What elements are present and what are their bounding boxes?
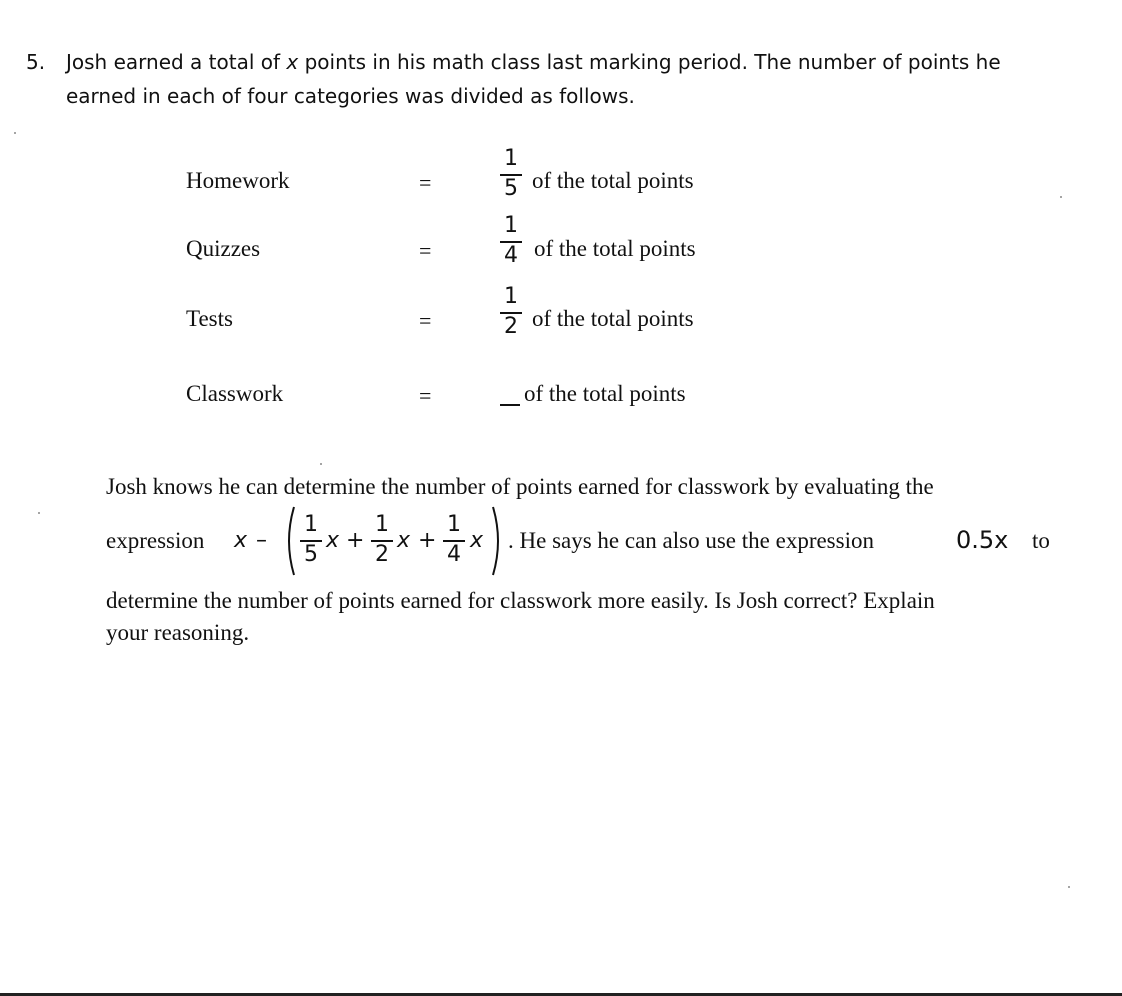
equals-sign: =: [419, 308, 432, 333]
classwork-blank: [500, 404, 520, 406]
fraction-homework: [500, 148, 522, 202]
fraction-denominator: 2: [504, 314, 518, 339]
category-text-tests: of the total points: [532, 306, 694, 331]
scan-speck: [1060, 196, 1062, 198]
right-parenthesis: [491, 505, 505, 577]
question-intro-line-2: earned in each of four categories was divided as follows.: [66, 84, 635, 108]
paragraph-line-2-end: to: [1032, 528, 1050, 553]
category-label-quizzes: Quizzes: [186, 236, 261, 261]
paragraph-expression-label: expression: [106, 528, 205, 553]
question-intro-line-1: [66, 50, 1001, 74]
equals-sign: =: [419, 170, 432, 195]
question-number: 5.: [26, 50, 46, 74]
scan-speck: [1068, 886, 1070, 888]
expression-fraction-3: [443, 514, 465, 568]
fraction-numerator: 1: [504, 146, 518, 171]
fraction-denominator: 4: [447, 542, 461, 567]
scan-speck: [14, 132, 16, 134]
paragraph-line-4: your reasoning.: [106, 620, 250, 645]
alternate-expression: 0.5x: [956, 526, 1009, 554]
fraction-numerator: 1: [304, 512, 318, 537]
expression-plus: +: [418, 528, 437, 553]
intro-variable: x: [286, 50, 299, 74]
scan-speck: [320, 463, 322, 465]
category-label-homework: Homework: [186, 168, 290, 193]
expression-term-var: x: [470, 528, 484, 553]
expression-fraction-1: [300, 514, 322, 568]
expression-fraction-2: [371, 514, 393, 568]
category-text-quizzes: of the total points: [534, 236, 696, 261]
fraction-denominator: 2: [375, 542, 389, 567]
equals-sign: =: [419, 238, 432, 263]
equals-sign: =: [419, 383, 432, 408]
category-label-tests: Tests: [186, 306, 233, 331]
expression-term-var: x: [326, 528, 340, 553]
paragraph-line-3: determine the number of points earned for classwork more easily. Is Josh correct? Explain: [106, 588, 935, 613]
fraction-numerator: 1: [375, 512, 389, 537]
fraction-denominator: 5: [304, 542, 318, 567]
fraction-quizzes: [500, 215, 522, 269]
expression-term-var: x: [397, 528, 411, 553]
category-text-homework: of the total points: [532, 168, 694, 193]
category-text-classwork: of the total points: [524, 381, 686, 406]
paragraph-line-1: Josh knows he can determine the number of points earned for classwork by evaluating the: [106, 474, 934, 499]
expression-plus: +: [346, 528, 365, 553]
fraction-denominator: 5: [504, 176, 518, 201]
fraction-denominator: 4: [504, 243, 518, 268]
intro-text-b: points in his math class last marking period. The number of points he: [304, 50, 1001, 74]
expression-x: x: [234, 528, 248, 553]
scan-speck: [38, 512, 40, 514]
fraction-numerator: 1: [447, 512, 461, 537]
fraction-tests: [500, 286, 522, 340]
fraction-numerator: 1: [504, 213, 518, 238]
intro-text-a: Josh earned a total of: [66, 50, 281, 74]
paragraph-line-2-text: . He says he can also use the expression: [508, 528, 874, 553]
left-parenthesis: [282, 505, 296, 577]
category-label-classwork: Classwork: [186, 381, 284, 406]
fraction-numerator: 1: [504, 284, 518, 309]
expression-minus: –: [256, 528, 267, 553]
